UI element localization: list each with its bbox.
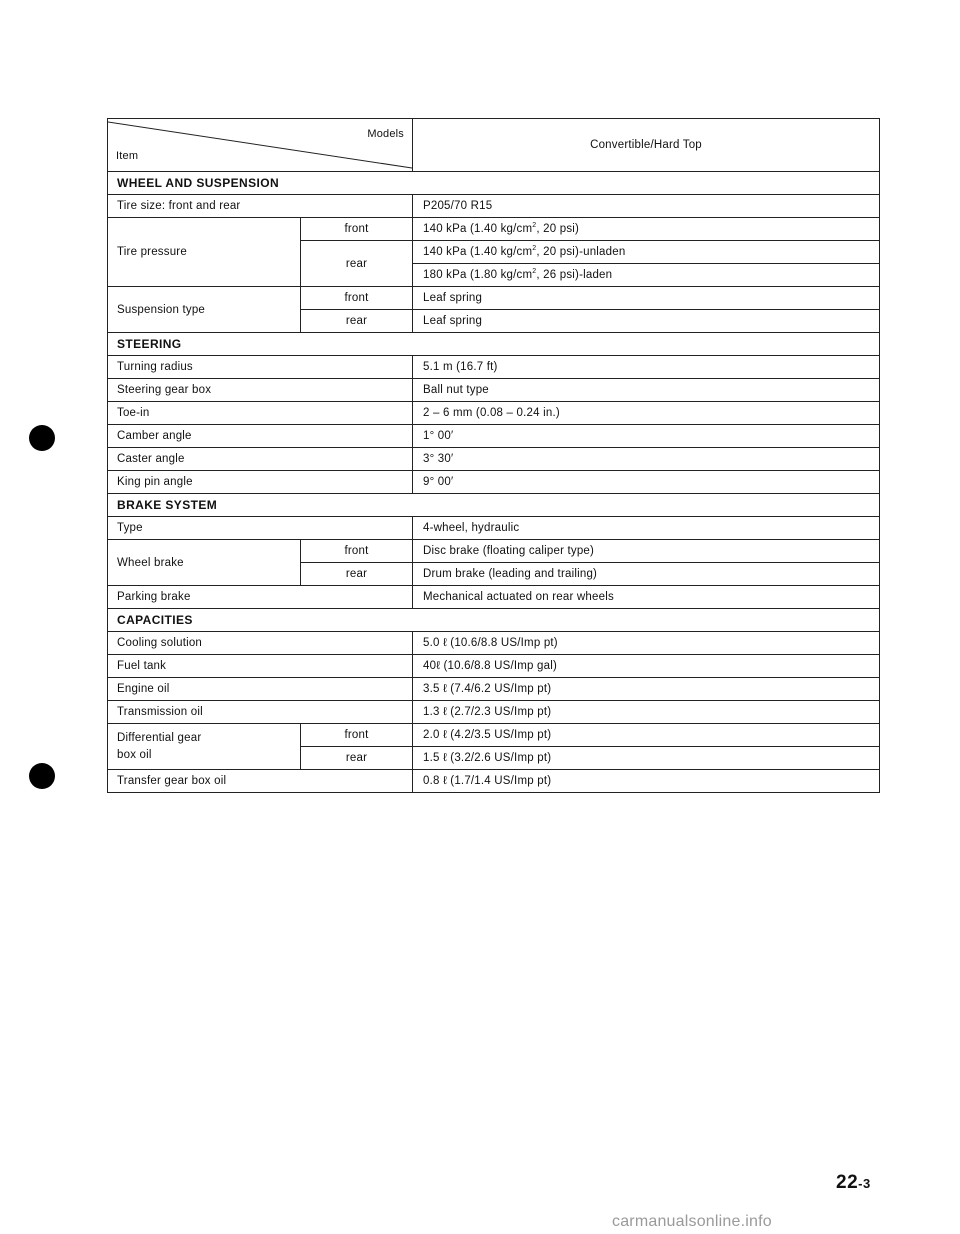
sub-label: front	[301, 218, 413, 241]
models-item-header	[108, 119, 413, 172]
row-label: Tire pressure	[108, 218, 301, 287]
sub-label: front	[301, 287, 413, 310]
section-title-steering: STEERING	[108, 333, 880, 356]
watermark: carmanualsonline.info	[612, 1213, 772, 1230]
table-row	[108, 701, 880, 724]
page-number-suffix: -3	[858, 1176, 871, 1191]
row-label: Transmission oil	[108, 701, 413, 724]
row-label: Suspension type	[108, 287, 301, 333]
table-row	[108, 356, 880, 379]
row-value: P205/70 R15	[413, 195, 880, 218]
table-row	[108, 586, 880, 609]
table-row	[108, 517, 880, 540]
section-title-capacities: CAPACITIES	[108, 609, 880, 632]
model-column-header: Convertible/Hard Top	[413, 119, 880, 172]
table-row	[108, 379, 880, 402]
row-value: 180 kPa (1.80 $kg/cm^2$, 26 psi)-laden	[413, 264, 880, 287]
table-row	[108, 655, 880, 678]
table-row	[108, 218, 880, 241]
row-label: Camber angle	[108, 425, 413, 448]
row-label: Type	[108, 517, 413, 540]
row-label: Caster angle	[108, 448, 413, 471]
specifications-table	[107, 118, 880, 793]
row-label-line: box oil	[117, 748, 152, 761]
table-row	[108, 678, 880, 701]
models-label: Models	[367, 128, 404, 140]
sub-label: rear	[301, 241, 413, 287]
section-title-brake: BRAKE SYSTEM	[108, 494, 880, 517]
row-label: Tire size: front and rear	[108, 195, 413, 218]
binder-hole-icon	[29, 425, 55, 451]
binder-hole-icon	[29, 763, 55, 789]
table-row	[108, 632, 880, 655]
row-value: 140 kPa (1.40 $kg/cm^2$, 20 psi)	[413, 218, 880, 241]
table-row	[108, 540, 880, 563]
table-row	[108, 724, 880, 747]
row-value: Leaf spring	[413, 310, 880, 333]
row-label: Transfer gear box oil	[108, 770, 413, 793]
row-label: Fuel tank	[108, 655, 413, 678]
sub-label: rear	[301, 747, 413, 770]
row-value: 5.1 m (16.7 ft)	[413, 356, 880, 379]
item-label: Item	[116, 150, 139, 162]
table-row	[108, 471, 880, 494]
page-number-main: 22	[836, 1172, 859, 1193]
row-label: Steering gear box	[108, 379, 413, 402]
section-row	[108, 609, 880, 632]
row-label: Toe-in	[108, 402, 413, 425]
section-title-wheel: WHEEL AND SUSPENSION	[108, 172, 880, 195]
diagonal-divider	[108, 119, 412, 171]
section-row	[108, 494, 880, 517]
table-header-row	[108, 119, 880, 172]
section-row	[108, 333, 880, 356]
row-value: 0.8 ℓ (1.7/1.4 US/Imp pt)	[413, 770, 880, 793]
row-value: Leaf spring	[413, 287, 880, 310]
row-value: 1.3 ℓ (2.7/2.3 US/Imp pt)	[413, 701, 880, 724]
row-label: Parking brake	[108, 586, 413, 609]
row-value: 2 – 6 mm (0.08 – 0.24 in.)	[413, 402, 880, 425]
row-label-line: Differential gear	[117, 731, 202, 744]
table-row	[108, 425, 880, 448]
row-label: Cooling solution	[108, 632, 413, 655]
row-value: 5.0 ℓ (10.6/8.8 US/Imp pt)	[413, 632, 880, 655]
row-value: 9° 00′	[413, 471, 880, 494]
row-value: 2.0 ℓ (4.2/3.5 US/Imp pt)	[413, 724, 880, 747]
row-value: 1.5 ℓ (3.2/2.6 US/Imp pt)	[413, 747, 880, 770]
row-value: 1° 00′	[413, 425, 880, 448]
row-value: Drum brake (leading and trailing)	[413, 563, 880, 586]
row-label: King pin angle	[108, 471, 413, 494]
page-number	[836, 1172, 871, 1194]
row-value: Ball nut type	[413, 379, 880, 402]
sub-label: rear	[301, 563, 413, 586]
table-row	[108, 448, 880, 471]
sub-label: front	[301, 724, 413, 747]
sub-label: rear	[301, 310, 413, 333]
section-row	[108, 172, 880, 195]
table-row	[108, 402, 880, 425]
row-value: 4-wheel, hydraulic	[413, 517, 880, 540]
table-row	[108, 770, 880, 793]
row-value: Disc brake (floating caliper type)	[413, 540, 880, 563]
sub-label: front	[301, 540, 413, 563]
row-label	[108, 724, 301, 770]
row-value: 140 kPa (1.40 $kg/cm^2$, 20 psi)-unladen	[413, 241, 880, 264]
table-row	[108, 195, 880, 218]
row-label: Engine oil	[108, 678, 413, 701]
row-value: Mechanical actuated on rear wheels	[413, 586, 880, 609]
row-value: 3° 30′	[413, 448, 880, 471]
row-value: 40ℓ (10.6/8.8 US/Imp gal)	[413, 655, 880, 678]
row-value: 3.5 ℓ (7.4/6.2 US/Imp pt)	[413, 678, 880, 701]
table-row	[108, 287, 880, 310]
row-label: Turning radius	[108, 356, 413, 379]
row-label: Wheel brake	[108, 540, 301, 586]
